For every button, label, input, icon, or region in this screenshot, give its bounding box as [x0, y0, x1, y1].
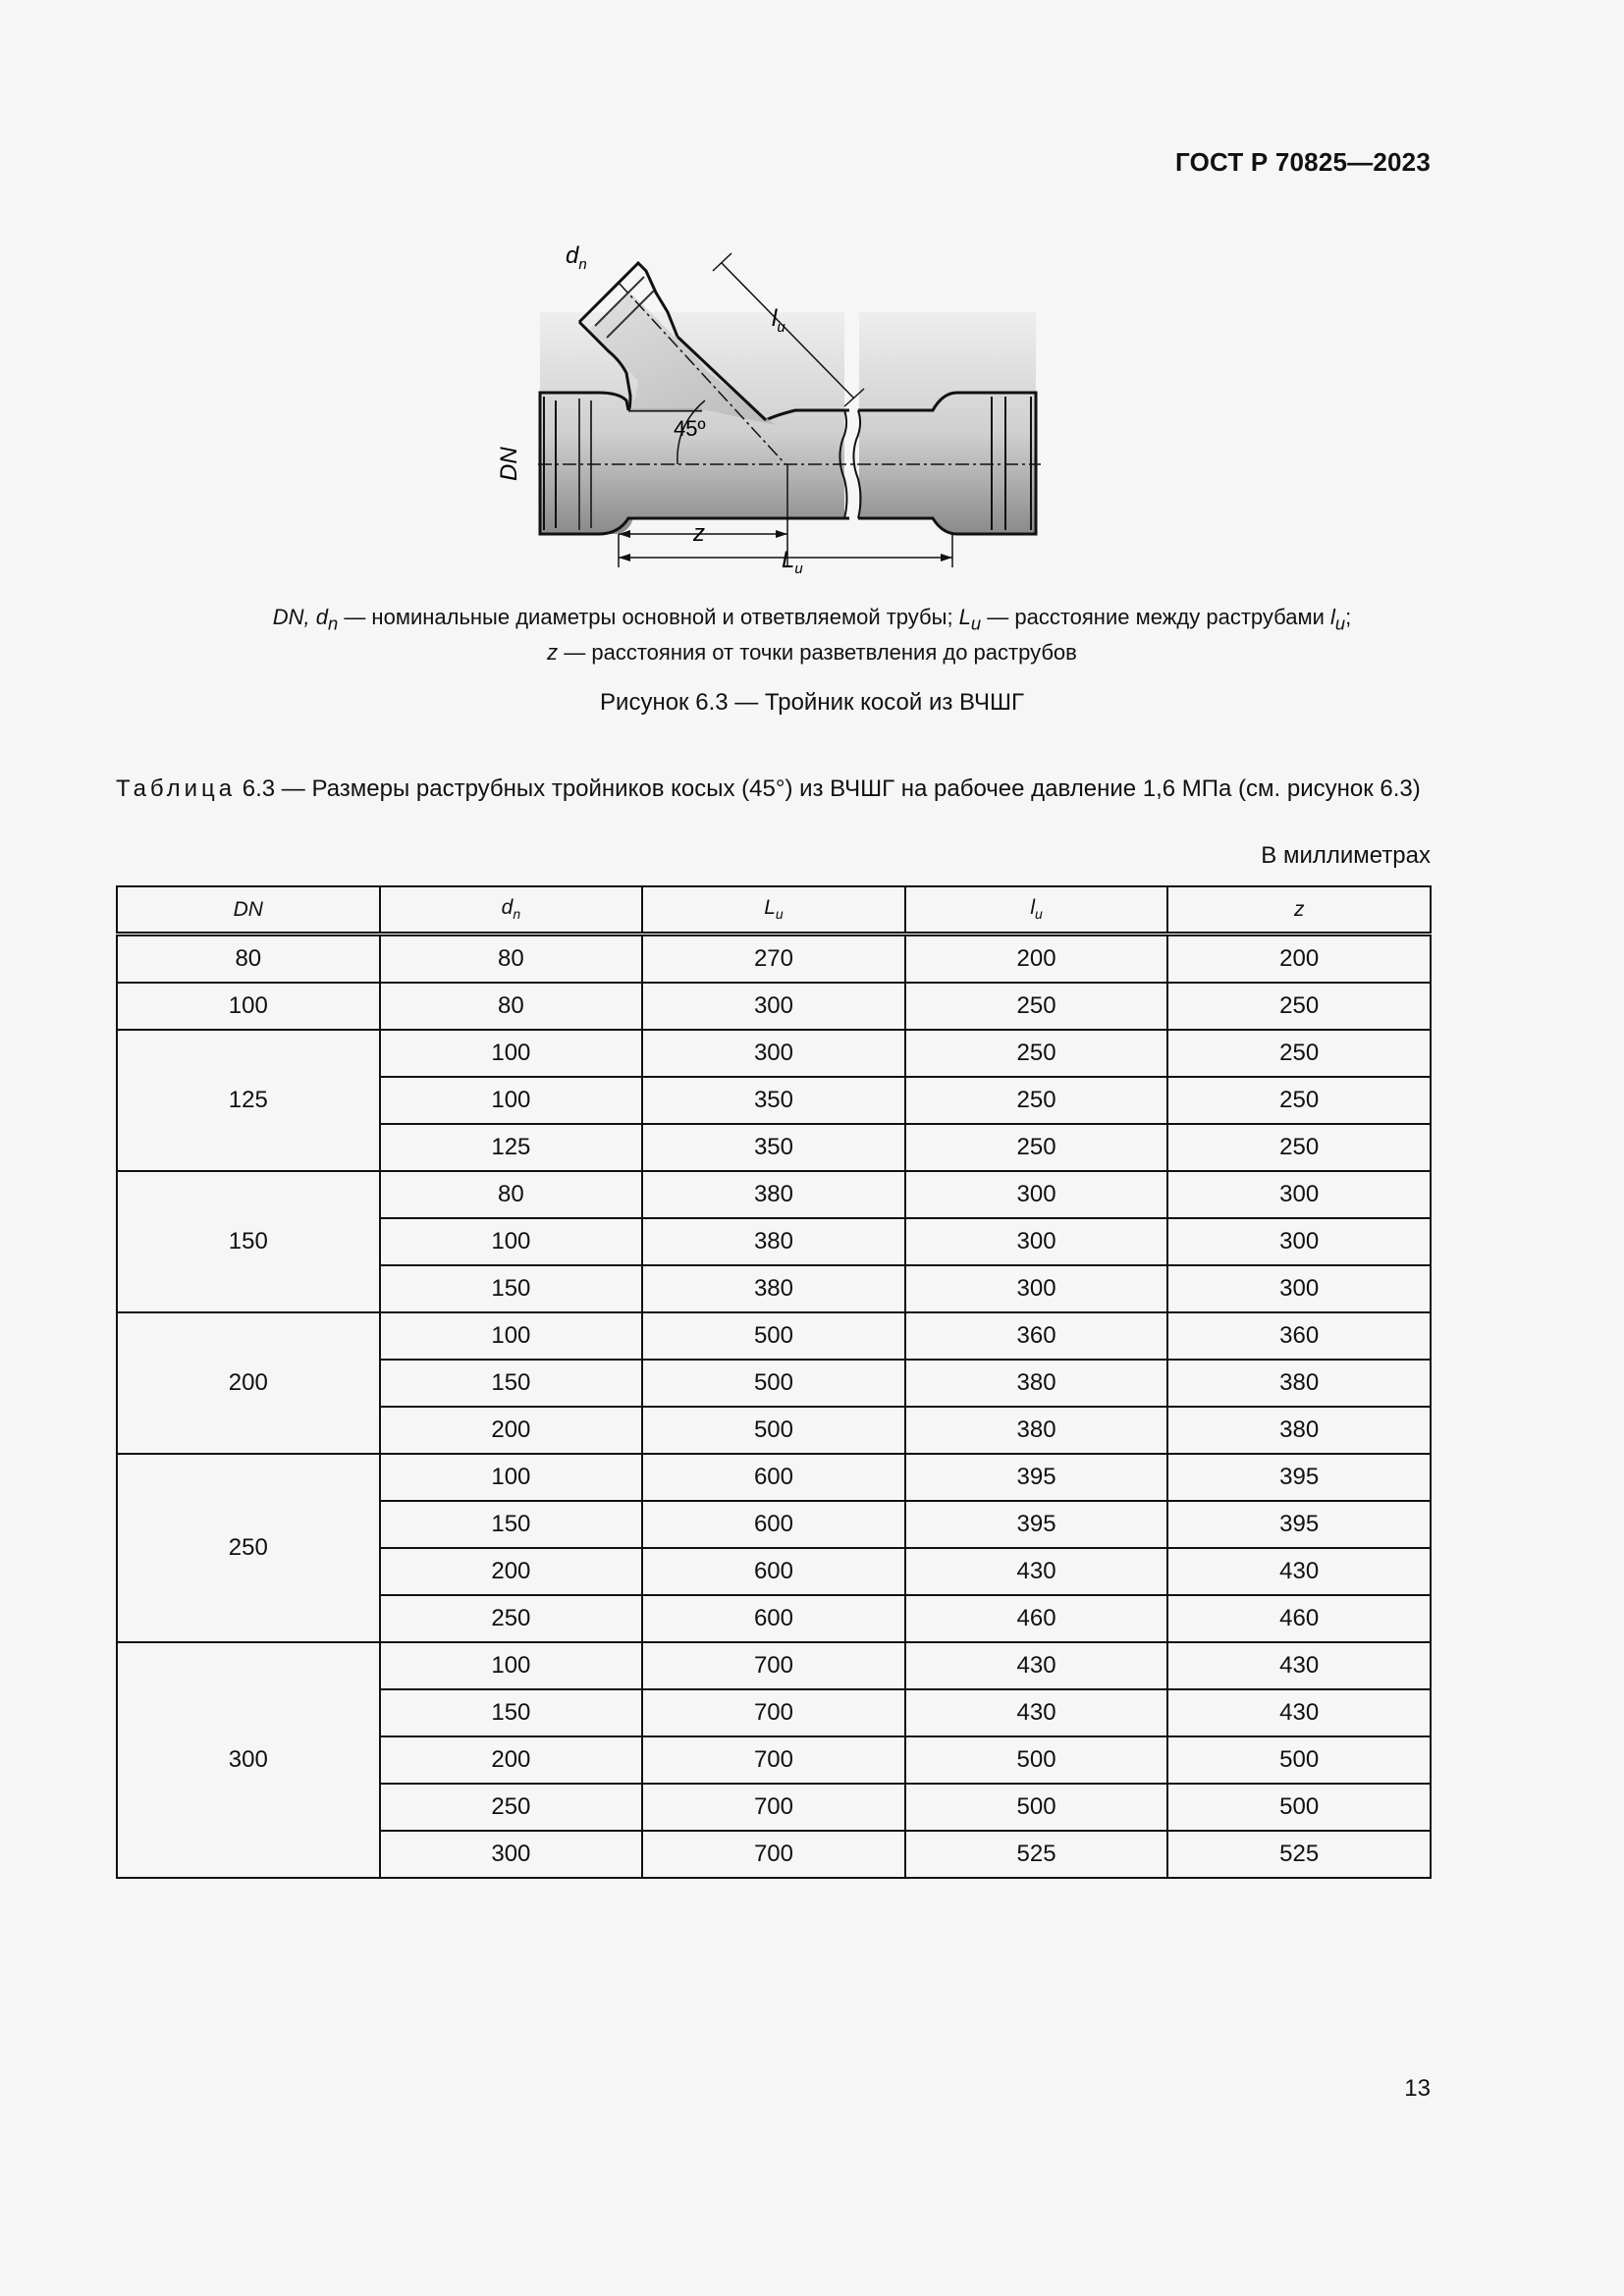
table-row	[117, 934, 1431, 984]
lu-label: $l_u$	[772, 305, 785, 336]
table-cell: 250	[1167, 983, 1431, 1030]
table-cell: 500	[1167, 1784, 1431, 1831]
dn-branch-label: $d_n$	[566, 242, 587, 273]
table-cell: 150	[380, 1360, 643, 1407]
dn-cell: 250	[117, 1454, 380, 1642]
table-cell: 500	[642, 1407, 905, 1454]
table-cell: 600	[642, 1595, 905, 1642]
table-cell: 600	[642, 1454, 905, 1501]
dn-cell: 80	[117, 934, 380, 984]
table-cell: 380	[642, 1171, 905, 1218]
table-row	[117, 1642, 1431, 1689]
table-cell: 150	[380, 1689, 643, 1736]
table-cell: 200	[905, 934, 1168, 984]
table-cell: 200	[380, 1736, 643, 1784]
table-cell: 150	[380, 1265, 643, 1312]
table-cell: 700	[642, 1736, 905, 1784]
table-cell: 100	[380, 1077, 643, 1124]
table-cell: 250	[905, 983, 1168, 1030]
table-cell: 250	[905, 1124, 1168, 1171]
table-title-text: 6.3 — Размеры раструбных тройников косых (45°) из ВЧШГ на рабочее давление 1,6 МПа (см. рисунок 6.3)	[236, 775, 1421, 802]
table-cell: 700	[642, 1831, 905, 1878]
table-cell: 300	[1167, 1171, 1431, 1218]
column-header: DN	[117, 886, 380, 934]
table-cell: 100	[380, 1218, 643, 1265]
page-number: 13	[1404, 2075, 1431, 2102]
table-row	[117, 1171, 1431, 1218]
table-row	[117, 1030, 1431, 1077]
lu-main-label: $L_u$	[782, 547, 803, 577]
table-cell: 700	[642, 1784, 905, 1831]
table-cell: 250	[1167, 1030, 1431, 1077]
table-cell: 430	[1167, 1689, 1431, 1736]
table-cell: 360	[905, 1312, 1168, 1360]
table-cell: 380	[1167, 1360, 1431, 1407]
table-cell: 250	[380, 1595, 643, 1642]
table-cell: 460	[905, 1595, 1168, 1642]
table-cell: 300	[1167, 1265, 1431, 1312]
table-title-word: Таблица	[116, 775, 237, 802]
column-header: $L_u$	[642, 886, 905, 934]
table-cell: 270	[642, 934, 905, 984]
table-row	[117, 983, 1431, 1030]
table-cell: 250	[380, 1784, 643, 1831]
main-pipe-right	[859, 312, 1036, 534]
table-row	[117, 1454, 1431, 1501]
table-cell: 80	[380, 934, 643, 984]
table-cell: 430	[1167, 1642, 1431, 1689]
table-cell: 380	[905, 1407, 1168, 1454]
units-note: В миллиметрах	[1261, 842, 1431, 869]
standard-code: ГОСТ Р 70825—2023	[1175, 147, 1431, 177]
table-cell: 80	[380, 983, 643, 1030]
table-cell: 600	[642, 1501, 905, 1548]
table-cell: 395	[905, 1501, 1168, 1548]
table-cell: 380	[905, 1360, 1168, 1407]
table-cell: 300	[380, 1831, 643, 1878]
table-cell: 395	[1167, 1454, 1431, 1501]
figure-title: Рисунок 6.3 — Тройник косой из ВЧШГ	[600, 689, 1024, 716]
tee-figure	[481, 224, 1070, 577]
table-cell: 500	[905, 1736, 1168, 1784]
table-cell: 350	[642, 1124, 905, 1171]
table-cell: 430	[905, 1689, 1168, 1736]
dn-cell: 150	[117, 1171, 380, 1312]
table-cell: 395	[905, 1454, 1168, 1501]
table-cell: 525	[1167, 1831, 1431, 1878]
table-cell: 100	[380, 1312, 643, 1360]
z-label: z	[693, 520, 705, 547]
dn-cell: 100	[117, 983, 380, 1030]
table-cell: 250	[1167, 1124, 1431, 1171]
table-cell: 500	[1167, 1736, 1431, 1784]
dn-cell: 125	[117, 1030, 380, 1171]
table-cell: 300	[642, 983, 905, 1030]
figure-legend-line-2: z — расстояния от точки разветвления до раструбов	[547, 640, 1077, 666]
table-cell: 250	[905, 1077, 1168, 1124]
table-cell: 380	[642, 1218, 905, 1265]
table-cell: 200	[380, 1548, 643, 1595]
table-cell: 100	[380, 1030, 643, 1077]
table-cell: 700	[642, 1642, 905, 1689]
table-cell: 500	[642, 1312, 905, 1360]
table-cell: 125	[380, 1124, 643, 1171]
table-cell: 500	[905, 1784, 1168, 1831]
figure-legend-line-1: DN, $d_n$ — номинальные диаметры основной и ответвляемой трубы; $L_u$ — расстояние между раструбами $l_u$;	[272, 605, 1352, 634]
column-header: $d_n$	[380, 886, 643, 934]
table-cell: 80	[380, 1171, 643, 1218]
dn-cell: 300	[117, 1642, 380, 1878]
table-body	[117, 934, 1431, 1879]
table-cell: 460	[1167, 1595, 1431, 1642]
dn-cell: 200	[117, 1312, 380, 1454]
table-cell: 300	[905, 1171, 1168, 1218]
table-cell: 100	[380, 1454, 643, 1501]
table-cell: 250	[905, 1030, 1168, 1077]
table-cell: 600	[642, 1548, 905, 1595]
table-cell: 300	[905, 1265, 1168, 1312]
table-cell: 200	[1167, 934, 1431, 984]
table-header-row	[117, 886, 1431, 934]
dn-main-label: DN	[496, 447, 522, 481]
column-header: $l_u$	[905, 886, 1168, 934]
table-cell: 360	[1167, 1312, 1431, 1360]
table-row	[117, 1312, 1431, 1360]
table-cell: 250	[1167, 1077, 1431, 1124]
figure-legend	[147, 603, 1477, 667]
table-title	[116, 773, 1432, 805]
dimensions-table	[116, 885, 1432, 1879]
angle-label: 45º	[674, 416, 706, 441]
table-cell: 430	[1167, 1548, 1431, 1595]
table-cell: 100	[380, 1642, 643, 1689]
table-cell: 380	[1167, 1407, 1431, 1454]
table-cell: 300	[642, 1030, 905, 1077]
tee-drawing	[481, 224, 1070, 577]
table-cell: 700	[642, 1689, 905, 1736]
table-cell: 300	[1167, 1218, 1431, 1265]
table-cell: 430	[905, 1548, 1168, 1595]
table-cell: 395	[1167, 1501, 1431, 1548]
table-cell: 150	[380, 1501, 643, 1548]
column-header: z	[1167, 886, 1431, 934]
table-cell: 350	[642, 1077, 905, 1124]
table-cell: 525	[905, 1831, 1168, 1878]
table-cell: 200	[380, 1407, 643, 1454]
table-cell: 300	[905, 1218, 1168, 1265]
table-cell: 430	[905, 1642, 1168, 1689]
table-cell: 500	[642, 1360, 905, 1407]
table-cell: 380	[642, 1265, 905, 1312]
